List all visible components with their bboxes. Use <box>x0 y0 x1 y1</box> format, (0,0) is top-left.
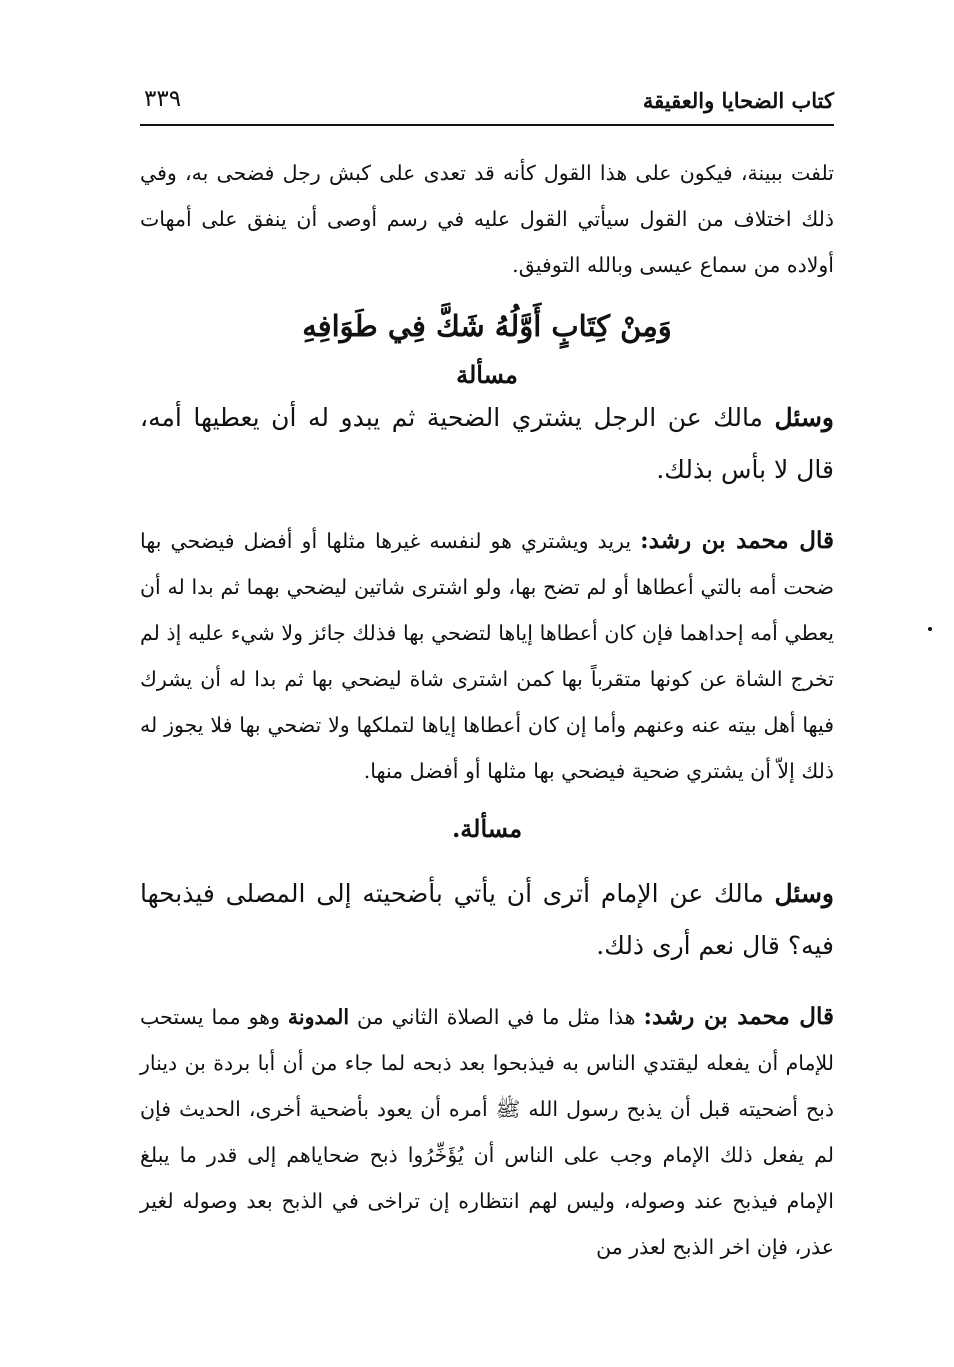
question-2-lead: وسئل <box>774 879 834 908</box>
running-title: كتاب الضحايا والعقيقة <box>642 88 834 113</box>
page-body <box>140 150 834 1270</box>
answer-1-text: يريد ويشتري هو لنفسه غيرها مثلها أو أفضل فيضحي بها ضحت أمه بالتي أعطاها أو لم تضح بها، ولو اشترى شاتين ليضحي بهما ثم بدا له أن يعطي أمه إحداهما فإن كان أعطاها إياها لتضحي بها فذلك جائز ولا شيء عليه إذ لم تخرج الشاة عن كونها متقرباً بها كمن اشترى شاة ليضحي بها ثم بدا له أن يشرك فيها أهل بيته عنه وعنهم وأما إن كان أعطاها إياها لتملكها ولا تضحي بها فلا يجوز له ذلك إلاّ أن يشتري ضحية فيضحي بها مثلها أو أفضل منها. <box>140 529 834 783</box>
answer-1 <box>140 518 834 794</box>
answer-1-lead: قال محمد بن رشد: <box>640 527 834 554</box>
section-title: وَمِنْ كِتَابٍ أَوَّلُهُ شَكَّ فِي طَوَافِهِ <box>302 309 672 343</box>
question-1-lead: وسئل <box>774 403 834 432</box>
answer-2-text-1: هذا مثل ما في الصلاة الثاني من <box>349 1005 644 1029</box>
page-header <box>140 86 834 126</box>
paragraph-continuation: تلفت ببينة، فيكون على هذا القول كأنه قد تعدى على كبش رجل فضحى به، وفي ذلك اختلاف من القول سيأتي القول عليه في رسم أوصى أن ينفق على أمهات أولاده من سماع عيسى وبالله التوفيق. <box>140 161 834 277</box>
issue-heading-2: مسألة. <box>451 814 523 843</box>
page-number: ٣٣٩ <box>144 86 182 112</box>
question-1 <box>140 392 834 496</box>
answer-2-bold-title: المدونة <box>287 1005 350 1029</box>
answer-2-lead: قال محمد بن رشد: <box>643 1003 834 1030</box>
question-2-text: مالك عن الإمام أترى أن يأتي بأضحيته إلى المصلى فيذبحها فيه؟ قال نعم أرى ذلك. <box>140 879 834 960</box>
answer-2-text-2: وهو مما يستحب للإمام أن يفعله ليقتدي الناس به فيذبحوا بعد ذبحه لما جاء من أن أبا بردة بن دينار ذبح أضحيته قبل أن يذبح رسول الله ﷺ أمره أن يعود بأضحية أخرى، الحديث فإن لم يفعل ذلك الإمام وجب على الناس أن يُؤَخِّرُوا ذبح ضحاياهم إلى قدر ما يبلغ الإمام فيذبح عند وصوله، وليس لهم انتظاره إن تراخى في الذبح بعد وصوله لغير عذر، فإن اخر الذبح لعذر من <box>140 1005 834 1259</box>
question-1-text: مالك عن الرجل يشتري الضحية ثم يبدو له أن يعطيها أمه، قال لا بأس بذلك. <box>140 403 834 484</box>
answer-2 <box>140 994 834 1270</box>
issue-heading-1: مسألة <box>456 360 518 389</box>
question-2 <box>140 868 834 972</box>
stray-dot <box>928 627 932 631</box>
